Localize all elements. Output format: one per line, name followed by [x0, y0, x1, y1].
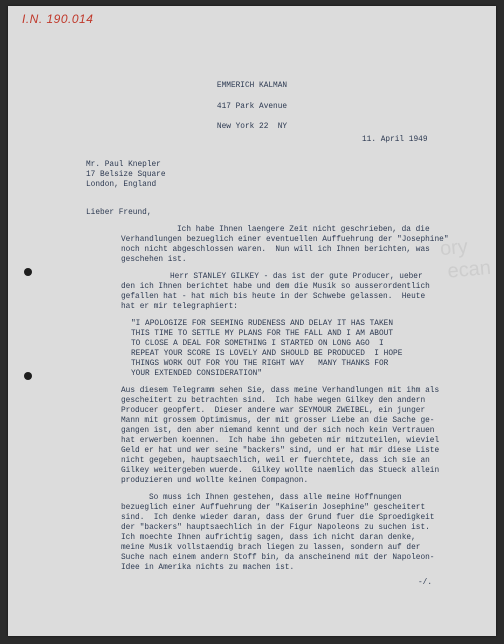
paragraph-4-line: der "backers" hauptsaechlich in der Figur Napoleons zu suchen ist. [121, 524, 430, 532]
salutation: Lieber Freund, [86, 209, 152, 217]
paragraph-2-line: Herr STANLEY GILKEY - das ist der gute Producer, ueber [170, 273, 423, 281]
archive-mark: I.N. 190.014 [22, 12, 94, 26]
paragraph-3-line: Aus diesem Telegramm sehen Sie, dass meine Verhandlungen mit ihm als [121, 387, 440, 395]
letterhead-name: EMMERICH KALMAN [216, 82, 288, 90]
paragraph-3-line: Producer geopfert. Dieser andere war SEYMOUR ZWEIBEL, ein junger [121, 407, 426, 415]
paragraph-1-line: geschehen ist. [121, 256, 187, 264]
paragraph-3-line: produzieren und wollte keinen Compagnon. [121, 477, 309, 485]
telegram-line: TO CLOSE A DEAL FOR SOMETHING I STARTED ON LONG AGO I [131, 340, 384, 348]
paragraph-3-line: nicht gegeben, hauptsaechlich, weil er fuerchtete, dass ich sie an [121, 457, 430, 465]
paragraph-4-line: sind. Ich denke wieder daran, dass der Grund fuer die Sproedigkeit [121, 514, 435, 522]
paragraph-2-line: gefallen hat - hat mich bis heute in der Schwebe gelassen. Heute [121, 293, 426, 301]
paragraph-2-line: hat er mir telegraphiert: [121, 303, 238, 311]
paragraph-1-line: Verhandlungen bezueglich einer eventuellen Auffuehrung der "Josephine" [121, 236, 449, 244]
letterhead-city: New York 22 NY [216, 123, 288, 131]
telegram-line: "I APOLOGIZE FOR SEEMING RUDENESS AND DELAY IT HAS TAKEN [131, 320, 394, 328]
telegram-line: THIS TIME TO SETTLE MY PLANS FOR THE FALL AND I AM ABOUT [131, 330, 394, 338]
show-through-shadow: ory ecan [439, 235, 492, 284]
paragraph-4-line: Ich moechte Ihnen aufrichtig sagen, dass ich nicht daran denke, [121, 534, 416, 542]
paragraph-4-line: meine Musik vollstaendig brach liegen zu lassen, sondern auf der [121, 544, 421, 552]
paragraph-3-line: gangen ist, den aber niemand kennt und der sich noch kein Vertrauen [121, 427, 435, 435]
punch-hole [24, 268, 32, 276]
telegram-line: THINGS WORK OUT FOR YOU THE RIGHT WAY MANY THANKS FOR [131, 360, 389, 368]
paragraph-3-line: Mann mit grossem Optimismus, der mit grosser Liebe an die Sache ge- [121, 417, 435, 425]
paragraph-4-line: bezueglich einer Auffuehrung der "Kaiserin Josephine" gescheitert [121, 504, 426, 512]
paragraph-2-line: den ich Ihnen berichtet habe und dem die Musik so ausserordentlich [121, 283, 430, 291]
continuation-mark: -/. [418, 579, 433, 587]
letter-page [8, 6, 496, 636]
paragraph-4-line: So muss ich Ihnen gestehen, dass alle meine Hoffnungen [149, 494, 402, 502]
telegram-line: YOUR EXTENDED CONSIDERATION" [131, 370, 263, 378]
paragraph-1-line: Ich habe Ihnen laengere Zeit nicht geschrieben, da die [177, 226, 430, 234]
recipient-city: London, England [86, 181, 157, 189]
paragraph-3-line: gescheitert zu betrachten sind. Ich habe wegen Gilkey den andern [121, 397, 426, 405]
paragraph-3-line: Geld er hat und wer seine "backers" sind, und er hat mir diese Liste [121, 447, 440, 455]
letterhead-street: 417 Park Avenue [216, 103, 288, 111]
punch-hole [24, 372, 32, 380]
paragraph-4-line: Idee in Amerika nichts zu machen ist. [121, 564, 295, 572]
paragraph-4-line: Suche nach einem andern Stoff bin, da anscheinend mit der Napoleon- [121, 554, 435, 562]
paragraph-3-line: hat erwerben koennen. Ich habe ihn gebeten mir mitzuteilen, wieviel [121, 437, 440, 445]
paragraph-1-line: noch nicht abgeschlossen waren. Nun will ich Ihnen berichten, was [121, 246, 430, 254]
paragraph-3-line: Gilkey weitergeben wuerde. Gilkey wollte naemlich das Stueck allein [121, 467, 440, 475]
recipient-name: Mr. Paul Knepler [86, 161, 161, 169]
telegram-line: REPEAT YOUR SCORE IS LOVELY AND SHOULD BE PRODUCED I HOPE [131, 350, 403, 358]
recipient-street: 17 Belsize Square [86, 171, 166, 179]
letter-date: 11. April 1949 [362, 136, 428, 144]
